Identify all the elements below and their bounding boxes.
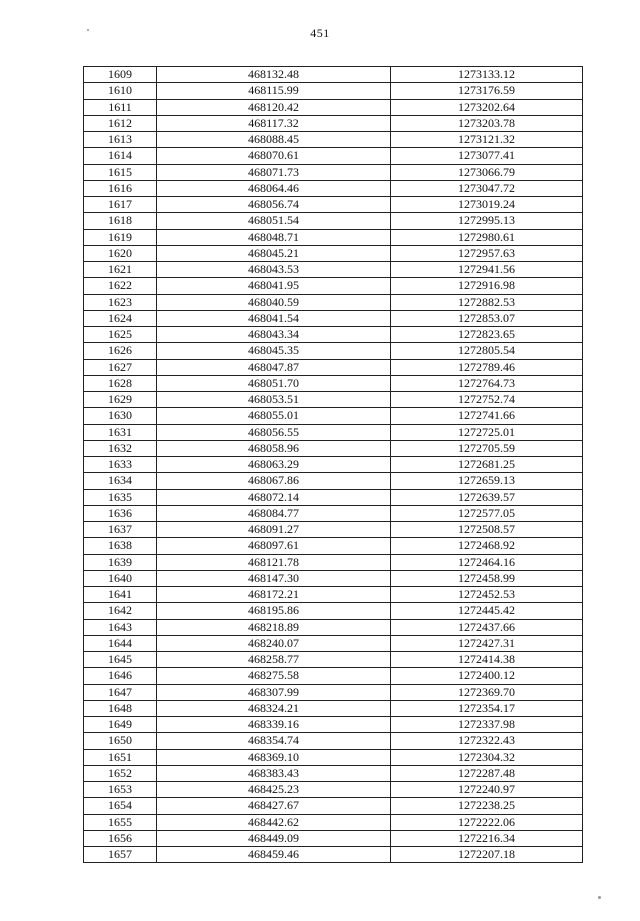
x-coordinate-cell: 468041.95 [157, 278, 391, 294]
point-number-cell: 1624 [84, 310, 157, 326]
table-row [84, 505, 583, 521]
x-coordinate-cell: 468043.53 [157, 262, 391, 278]
y-coordinate-cell: 1272445.42 [391, 603, 583, 619]
point-number-cell: 1651 [84, 749, 157, 765]
table-row [84, 733, 583, 749]
point-number-cell: 1645 [84, 652, 157, 668]
point-number-cell: 1616 [84, 180, 157, 196]
y-coordinate-cell: 1272980.61 [391, 229, 583, 245]
point-number-cell: 1635 [84, 489, 157, 505]
point-number-cell: 1655 [84, 814, 157, 830]
table-row [84, 538, 583, 554]
point-number-cell: 1631 [84, 424, 157, 440]
y-coordinate-cell: 1272823.65 [391, 327, 583, 343]
y-coordinate-cell: 1272304.32 [391, 749, 583, 765]
table-row [84, 749, 583, 765]
y-coordinate-cell: 1272764.73 [391, 375, 583, 391]
table-row [84, 294, 583, 310]
table-row [84, 148, 583, 164]
table-row [84, 798, 583, 814]
table-row [84, 343, 583, 359]
y-coordinate-cell: 1273202.64 [391, 99, 583, 115]
table-row [84, 570, 583, 586]
point-number-cell: 1623 [84, 294, 157, 310]
table-row [84, 67, 583, 83]
table-row [84, 489, 583, 505]
x-coordinate-cell: 468058.96 [157, 440, 391, 456]
point-number-cell: 1615 [84, 164, 157, 180]
y-coordinate-cell: 1272705.59 [391, 440, 583, 456]
y-coordinate-cell: 1272995.13 [391, 213, 583, 229]
y-coordinate-cell: 1272941.56 [391, 262, 583, 278]
point-number-cell: 1630 [84, 408, 157, 424]
table-row [84, 457, 583, 473]
point-number-cell: 1647 [84, 684, 157, 700]
y-coordinate-cell: 1272741.66 [391, 408, 583, 424]
x-coordinate-cell: 468056.74 [157, 197, 391, 213]
table-row [84, 814, 583, 830]
point-number-cell: 1648 [84, 700, 157, 716]
y-coordinate-cell: 1273121.32 [391, 132, 583, 148]
point-number-cell: 1656 [84, 830, 157, 846]
point-number-cell: 1632 [84, 440, 157, 456]
x-coordinate-cell: 468051.54 [157, 213, 391, 229]
point-number-cell: 1633 [84, 457, 157, 473]
table-row [84, 99, 583, 115]
table-row [84, 635, 583, 651]
point-number-cell: 1640 [84, 570, 157, 586]
y-coordinate-cell: 1272287.48 [391, 765, 583, 781]
x-coordinate-cell: 468043.34 [157, 327, 391, 343]
y-coordinate-cell: 1272437.66 [391, 619, 583, 635]
point-number-cell: 1619 [84, 229, 157, 245]
x-coordinate-cell: 468056.55 [157, 424, 391, 440]
y-coordinate-cell: 1273066.79 [391, 164, 583, 180]
x-coordinate-cell: 468307.99 [157, 684, 391, 700]
y-coordinate-cell: 1272725.01 [391, 424, 583, 440]
x-coordinate-cell: 468195.86 [157, 603, 391, 619]
y-coordinate-cell: 1272414.38 [391, 652, 583, 668]
y-coordinate-cell: 1272805.54 [391, 343, 583, 359]
y-coordinate-cell: 1272681.25 [391, 457, 583, 473]
page-number: 451 [310, 26, 330, 40]
point-number-cell: 1613 [84, 132, 157, 148]
x-coordinate-cell: 468258.77 [157, 652, 391, 668]
x-coordinate-cell: 468072.14 [157, 489, 391, 505]
y-coordinate-cell: 1273047.72 [391, 180, 583, 196]
point-number-cell: 1622 [84, 278, 157, 294]
table-row [84, 327, 583, 343]
point-number-cell: 1653 [84, 782, 157, 798]
y-coordinate-cell: 1272222.06 [391, 814, 583, 830]
table-row [84, 700, 583, 716]
point-number-cell: 1626 [84, 343, 157, 359]
table-row [84, 197, 583, 213]
y-coordinate-cell: 1272458.99 [391, 570, 583, 586]
table-row [84, 603, 583, 619]
point-number-cell: 1654 [84, 798, 157, 814]
point-number-cell: 1617 [84, 197, 157, 213]
x-coordinate-cell: 468064.46 [157, 180, 391, 196]
y-coordinate-cell: 1272337.98 [391, 717, 583, 733]
table-row [84, 522, 583, 538]
y-coordinate-cell: 1272427.31 [391, 635, 583, 651]
y-coordinate-cell: 1272752.74 [391, 392, 583, 408]
x-coordinate-cell: 468053.51 [157, 392, 391, 408]
table-row [84, 717, 583, 733]
point-number-cell: 1609 [84, 67, 157, 83]
point-number-cell: 1643 [84, 619, 157, 635]
point-number-cell: 1620 [84, 245, 157, 261]
table-row [84, 847, 583, 863]
table-row [84, 684, 583, 700]
y-coordinate-cell: 1273203.78 [391, 115, 583, 131]
table-row [84, 278, 583, 294]
y-coordinate-cell: 1273019.24 [391, 197, 583, 213]
x-coordinate-cell: 468324.21 [157, 700, 391, 716]
y-coordinate-cell: 1272639.57 [391, 489, 583, 505]
x-coordinate-cell: 468240.07 [157, 635, 391, 651]
point-number-cell: 1649 [84, 717, 157, 733]
x-coordinate-cell: 468427.67 [157, 798, 391, 814]
y-coordinate-cell: 1272464.16 [391, 554, 583, 570]
y-coordinate-cell: 1272216.34 [391, 830, 583, 846]
x-coordinate-cell: 468070.61 [157, 148, 391, 164]
x-coordinate-cell: 468047.87 [157, 359, 391, 375]
table-row [84, 180, 583, 196]
table-row [84, 164, 583, 180]
table-row [84, 359, 583, 375]
coordinate-table-body [84, 67, 583, 863]
x-coordinate-cell: 468045.21 [157, 245, 391, 261]
scan-speck [87, 29, 89, 31]
x-coordinate-cell: 468055.01 [157, 408, 391, 424]
table-row [84, 619, 583, 635]
x-coordinate-cell: 468051.70 [157, 375, 391, 391]
x-coordinate-cell: 468275.58 [157, 668, 391, 684]
x-coordinate-cell: 468097.61 [157, 538, 391, 554]
table-row [84, 554, 583, 570]
x-coordinate-cell: 468120.42 [157, 99, 391, 115]
table-row [84, 440, 583, 456]
point-number-cell: 1638 [84, 538, 157, 554]
x-coordinate-cell: 468115.99 [157, 83, 391, 99]
x-coordinate-cell: 468172.21 [157, 587, 391, 603]
point-number-cell: 1610 [84, 83, 157, 99]
point-number-cell: 1642 [84, 603, 157, 619]
point-number-cell: 1646 [84, 668, 157, 684]
x-coordinate-cell: 468218.89 [157, 619, 391, 635]
x-coordinate-cell: 468117.32 [157, 115, 391, 131]
point-number-cell: 1611 [84, 99, 157, 115]
table-row [84, 83, 583, 99]
point-number-cell: 1629 [84, 392, 157, 408]
x-coordinate-cell: 468449.09 [157, 830, 391, 846]
table-row [84, 392, 583, 408]
x-coordinate-cell: 468121.78 [157, 554, 391, 570]
table-row [84, 262, 583, 278]
y-coordinate-cell: 1273176.59 [391, 83, 583, 99]
y-coordinate-cell: 1272853.07 [391, 310, 583, 326]
point-number-cell: 1618 [84, 213, 157, 229]
x-coordinate-cell: 468383.43 [157, 765, 391, 781]
table-row [84, 765, 583, 781]
point-number-cell: 1636 [84, 505, 157, 521]
table-row [84, 830, 583, 846]
x-coordinate-cell: 468063.29 [157, 457, 391, 473]
x-coordinate-cell: 468354.74 [157, 733, 391, 749]
point-number-cell: 1627 [84, 359, 157, 375]
x-coordinate-cell: 468041.54 [157, 310, 391, 326]
table-row [84, 245, 583, 261]
point-number-cell: 1628 [84, 375, 157, 391]
x-coordinate-cell: 468084.77 [157, 505, 391, 521]
coordinate-table [83, 66, 583, 863]
table-row [84, 213, 583, 229]
table-row [84, 375, 583, 391]
y-coordinate-cell: 1272207.18 [391, 847, 583, 863]
x-coordinate-cell: 468339.16 [157, 717, 391, 733]
x-coordinate-cell: 468040.59 [157, 294, 391, 310]
y-coordinate-cell: 1272354.17 [391, 700, 583, 716]
y-coordinate-cell: 1273133.12 [391, 67, 583, 83]
y-coordinate-cell: 1272240.97 [391, 782, 583, 798]
point-number-cell: 1657 [84, 847, 157, 863]
table-row [84, 668, 583, 684]
table-row [84, 408, 583, 424]
x-coordinate-cell: 468067.86 [157, 473, 391, 489]
table-row [84, 310, 583, 326]
point-number-cell: 1652 [84, 765, 157, 781]
y-coordinate-cell: 1272400.12 [391, 668, 583, 684]
y-coordinate-cell: 1272957.63 [391, 245, 583, 261]
table-row [84, 587, 583, 603]
x-coordinate-cell: 468369.10 [157, 749, 391, 765]
table-row [84, 782, 583, 798]
y-coordinate-cell: 1272322.43 [391, 733, 583, 749]
point-number-cell: 1639 [84, 554, 157, 570]
y-coordinate-cell: 1272452.53 [391, 587, 583, 603]
y-coordinate-cell: 1273077.41 [391, 148, 583, 164]
point-number-cell: 1641 [84, 587, 157, 603]
x-coordinate-cell: 468048.71 [157, 229, 391, 245]
x-coordinate-cell: 468425.23 [157, 782, 391, 798]
y-coordinate-cell: 1272369.70 [391, 684, 583, 700]
x-coordinate-cell: 468147.30 [157, 570, 391, 586]
y-coordinate-cell: 1272577.05 [391, 505, 583, 521]
y-coordinate-cell: 1272882.53 [391, 294, 583, 310]
table-row [84, 424, 583, 440]
x-coordinate-cell: 468091.27 [157, 522, 391, 538]
table-row [84, 132, 583, 148]
table-row [84, 473, 583, 489]
table-row [84, 115, 583, 131]
point-number-cell: 1614 [84, 148, 157, 164]
point-number-cell: 1625 [84, 327, 157, 343]
point-number-cell: 1637 [84, 522, 157, 538]
point-number-cell: 1634 [84, 473, 157, 489]
table-row [84, 229, 583, 245]
x-coordinate-cell: 468442.62 [157, 814, 391, 830]
y-coordinate-cell: 1272238.25 [391, 798, 583, 814]
point-number-cell: 1612 [84, 115, 157, 131]
scan-speck [598, 896, 601, 899]
y-coordinate-cell: 1272468.92 [391, 538, 583, 554]
point-number-cell: 1644 [84, 635, 157, 651]
y-coordinate-cell: 1272789.46 [391, 359, 583, 375]
y-coordinate-cell: 1272508.57 [391, 522, 583, 538]
point-number-cell: 1650 [84, 733, 157, 749]
point-number-cell: 1621 [84, 262, 157, 278]
x-coordinate-cell: 468071.73 [157, 164, 391, 180]
x-coordinate-cell: 468459.46 [157, 847, 391, 863]
x-coordinate-cell: 468088.45 [157, 132, 391, 148]
y-coordinate-cell: 1272916.98 [391, 278, 583, 294]
y-coordinate-cell: 1272659.13 [391, 473, 583, 489]
x-coordinate-cell: 468132.48 [157, 67, 391, 83]
x-coordinate-cell: 468045.35 [157, 343, 391, 359]
table-row [84, 652, 583, 668]
